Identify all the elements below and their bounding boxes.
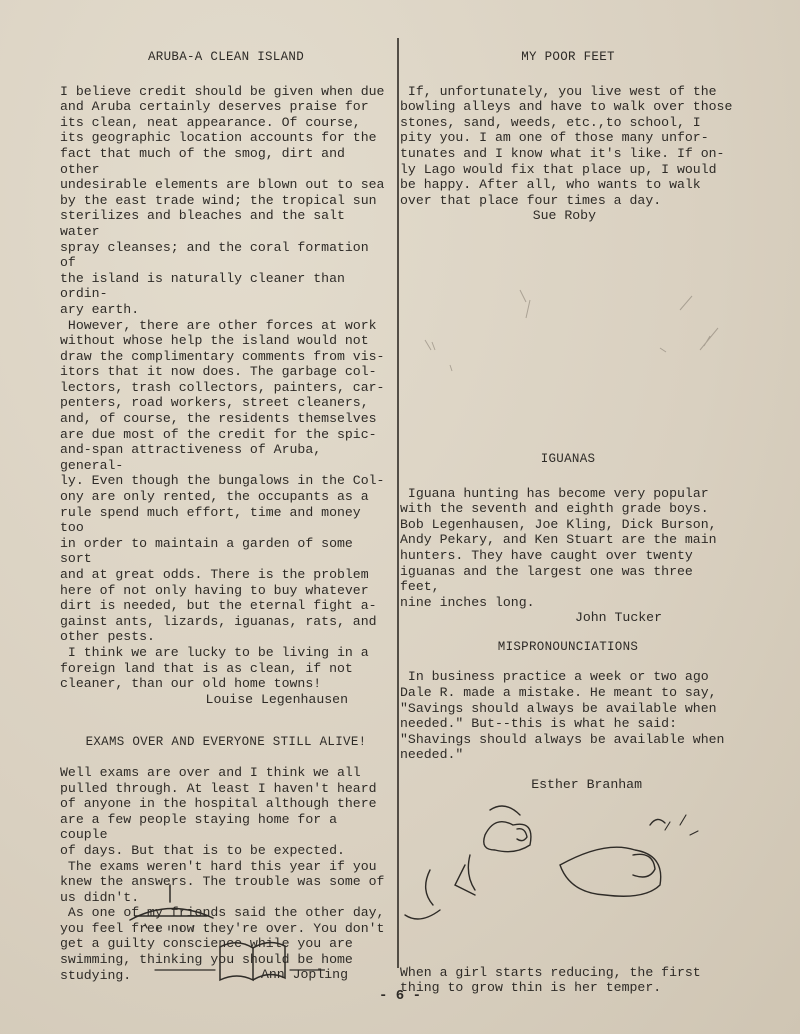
article-body: Well exams are over and I think we all pulled through. At least I haven't heard of anyone in the hospital although there are a few people staying home for a couple of days. But that is to be expected. The exams weren't hard this year if you knew the answers. The trouble was some of us didn't. As one of my friends said the other day, you feel free now they're over. You don't get a guilty conscience while you are swimming, thinking you should be home studying. [60,764,385,983]
article-body: I believe credit should be given when due and Aruba certainly deserves praise for its clean, neat appearance. Of course, its geographic location accounts for the fact that much of the smog, dirt and other undesirable elements are blown out to sea by the east trade wind; the tropical sun sterilizes and bleaches and the salt water spray cleanses; and the coral formation of the island is naturally cleaner than ordin- ary earth. However, there are other forces at work without whose help the island would not draw the complimentary comments from vis- itors that it now does. The garbage col- lectors, trash collectors, painters, car- penters, road workers, street cleaners, and, of course, the residents themselves are due most of the credit for the spic- and-span attractiveness of Aruba, general- ly. Even though the bungalows in the Col- ony are only rented, the occupants as a rule spend much effort, time and money too in order to maintain a garden of some sort and at great odds. There is the problem here of not only having to buy whatever dirt is needed, but the eternal fight a- gainst ants, lizards, iguanas, rats, and other pests. I think we are lucky to be living in a foreign land that is as clean, if not cleaner, than our old home towns! [60,83,385,692]
article-aruba [60,50,392,707]
author-signature: Ann Jopling [260,967,348,983]
girl-exercising-sketch [395,795,725,935]
author-signature: John Tucker [574,610,662,626]
article-title: ARUBA-A CLEAN ISLAND [147,50,305,64]
article-title: MY POOR FEET [521,50,615,64]
article-title: MISPRONOUNCIATIONS [497,639,639,654]
article-body: If, unfortunately, you live west of the bowling alleys and have to walk over those stones, sand, weeds, etc.,to school, I pity you. I am one of those many unfor- tunates and I know what it's like. If on- ly Lago would fix that place up, I would be happy. After all, who wants to walk over that place four times a day. [400,83,733,208]
article-body: Iguana hunting has become very popular with the seventh and eighth grade boys. Bob Legenhausen, Joe Kling, Dick Burson, Andy Pekary, and Ken Stuart are the main hunters. They have caught over twenty iguanas and the largest one was three feet, nine inches long. [400,485,717,610]
author-signature: Louise Legenhausen [205,691,348,707]
article-my-poor-feet [400,50,736,224]
article-mispronounciations [400,640,736,793]
author-signature: Sue Roby [532,208,596,224]
author-signature: Esther Branham [531,777,642,793]
sketch-caption: When a girl starts reducing, the first thing to grow thin is her temper. [400,964,701,996]
book-sketch [125,880,325,990]
article-title: IGUANAS [540,451,596,466]
faint-bleedthrough-sketch [410,270,750,390]
left-column [60,50,392,983]
article-body: In business practice a week or two ago Dale R. made a mistake. He meant to say, "Savings should always be available when needed." But--this is what he said: "Shavings should always be available when needed." [400,669,725,763]
page-number: - 6 - [378,988,421,1004]
article-iguanas [400,452,736,626]
article-title: EXAMS OVER AND EVERYONE STILL ALIVE! [85,735,367,750]
